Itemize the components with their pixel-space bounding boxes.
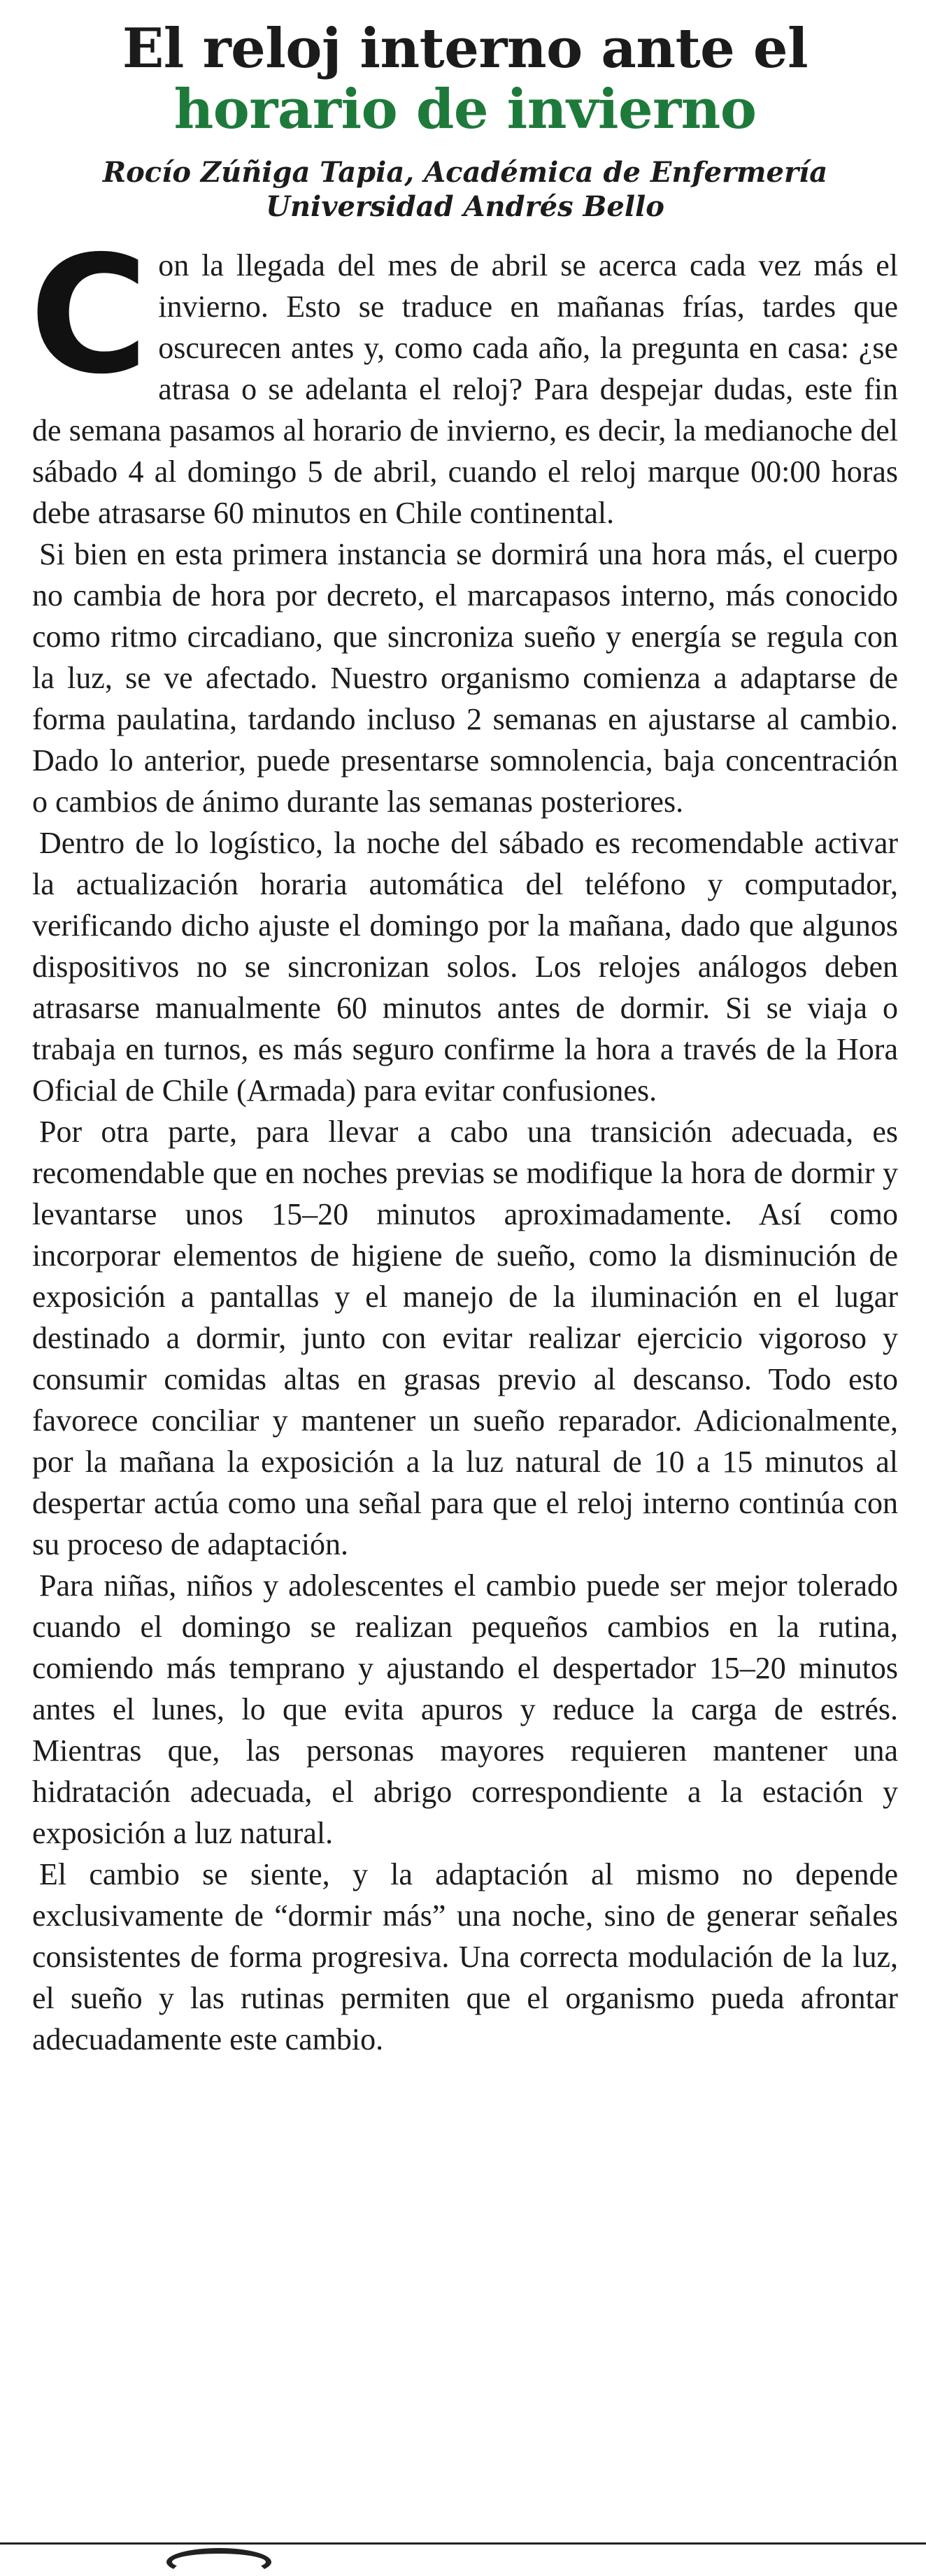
drop-cap: C: [29, 221, 149, 410]
article-headline: [32, 18, 898, 141]
cropped-logo-mark: [166, 2548, 271, 2576]
headline-line-2: horario de invierno: [173, 78, 757, 142]
headline-line-1: El reloj interno ante el: [122, 17, 809, 80]
paragraph-4: Por otra parte, para llevar a cabo una transición adecuada, es recomendable que en noches previas se modifique la hora de dormir y levantarse unos 15–20 minutos aproximadamente. Así como incorporar elementos de higiene de sueño, como la disminución de exposición a pantallas y el manejo de la iluminación en el lugar destinado a dormir, junto con evitar realizar ejercicio vigoroso y consumir comidas altas en grasas previo al descanso. Todo esto favorece conciliar y mantener un sueño reparador. Adicionalmente, por la mañana la exposición a la luz natural de 10 a 15 minutos al despertar actúa como una señal para que el reloj interno continúa con su proceso de adaptación.: [32, 1115, 898, 1562]
byline-author: Rocío Zúñiga Tapia, Académica de Enfermería: [102, 155, 828, 189]
byline-institution: Universidad Andrés Bello: [266, 189, 664, 223]
paragraph-3: Dentro de lo logístico, la noche del sábado es recomendable activar la actualización horaria automática del teléfono y computador, verificando dicho ajuste el domingo por la mañana, dado que algunos dispositivos no se sincronizan solos. Los relojes análogos deben atrasarse manualmente 60 minutos antes de dormir. Si se viaja o trabaja en turnos, es más seguro confirme la hora a través de la Hora Oficial de Chile (Armada) para evitar confusiones.: [32, 826, 898, 1108]
paragraph-5: Para niñas, niños y adolescentes el cambio puede ser mejor tolerado cuando el domingo se realizan pequeños cambios en la rutina, comiendo más temprano y ajustando el despertador 15–20 minutos antes el lunes, lo que evita apuros y reduce la carga de estrés. Mientras que, las personas mayores requieren mantener una hidratación adecuada, el abrigo correspondiente a la estación y exposición a luz natural.: [32, 1568, 898, 1851]
paragraph-1-text: on la llegada del mes de abril se acerca cada vez más el invierno. Esto se traduce en mañanas frías, tardes que oscurecen antes y, como cada año, la pregunta en casa: ¿se atrasa o se adelanta el reloj? Para despejar dudas, este fin de semana pasamos al horario de invierno, es decir, la medianoche del sábado 4 al domingo 5 de abril, cuando el reloj marque 00:00 horas debe atrasarse 60 minutos en Chile continental.: [32, 248, 898, 531]
paragraph-6: El cambio se siente, y la adaptación al mismo no depende exclusivamente de “dormir más” una noche, sino de generar señales consistentes de forma progresiva. Una correcta modulación de la luz, el sueño y las rutinas permiten que el organismo pueda afrontar adecuadamente este cambio.: [32, 1857, 898, 2057]
paragraph-2: Si bien en esta primera instancia se dormirá una hora más, el cuerpo no cambia de hora por decreto, el marcapasos interno, más conocido como ritmo circadiano, que sincroniza sueño y energía se regula con la luz, se ve afectado. Nuestro organismo comienza a adaptarse de forma paulatina, tardando incluso 2 semanas en ajustarse al cambio. Dado lo anterior, puede presentarse somnolencia, baja concentración o cambios de ánimo durante las semanas posteriores.: [32, 537, 898, 820]
bottom-rule: [0, 2542, 926, 2545]
paragraph-1: [29, 221, 898, 534]
article-body: [29, 221, 898, 2060]
byline: [32, 156, 898, 224]
